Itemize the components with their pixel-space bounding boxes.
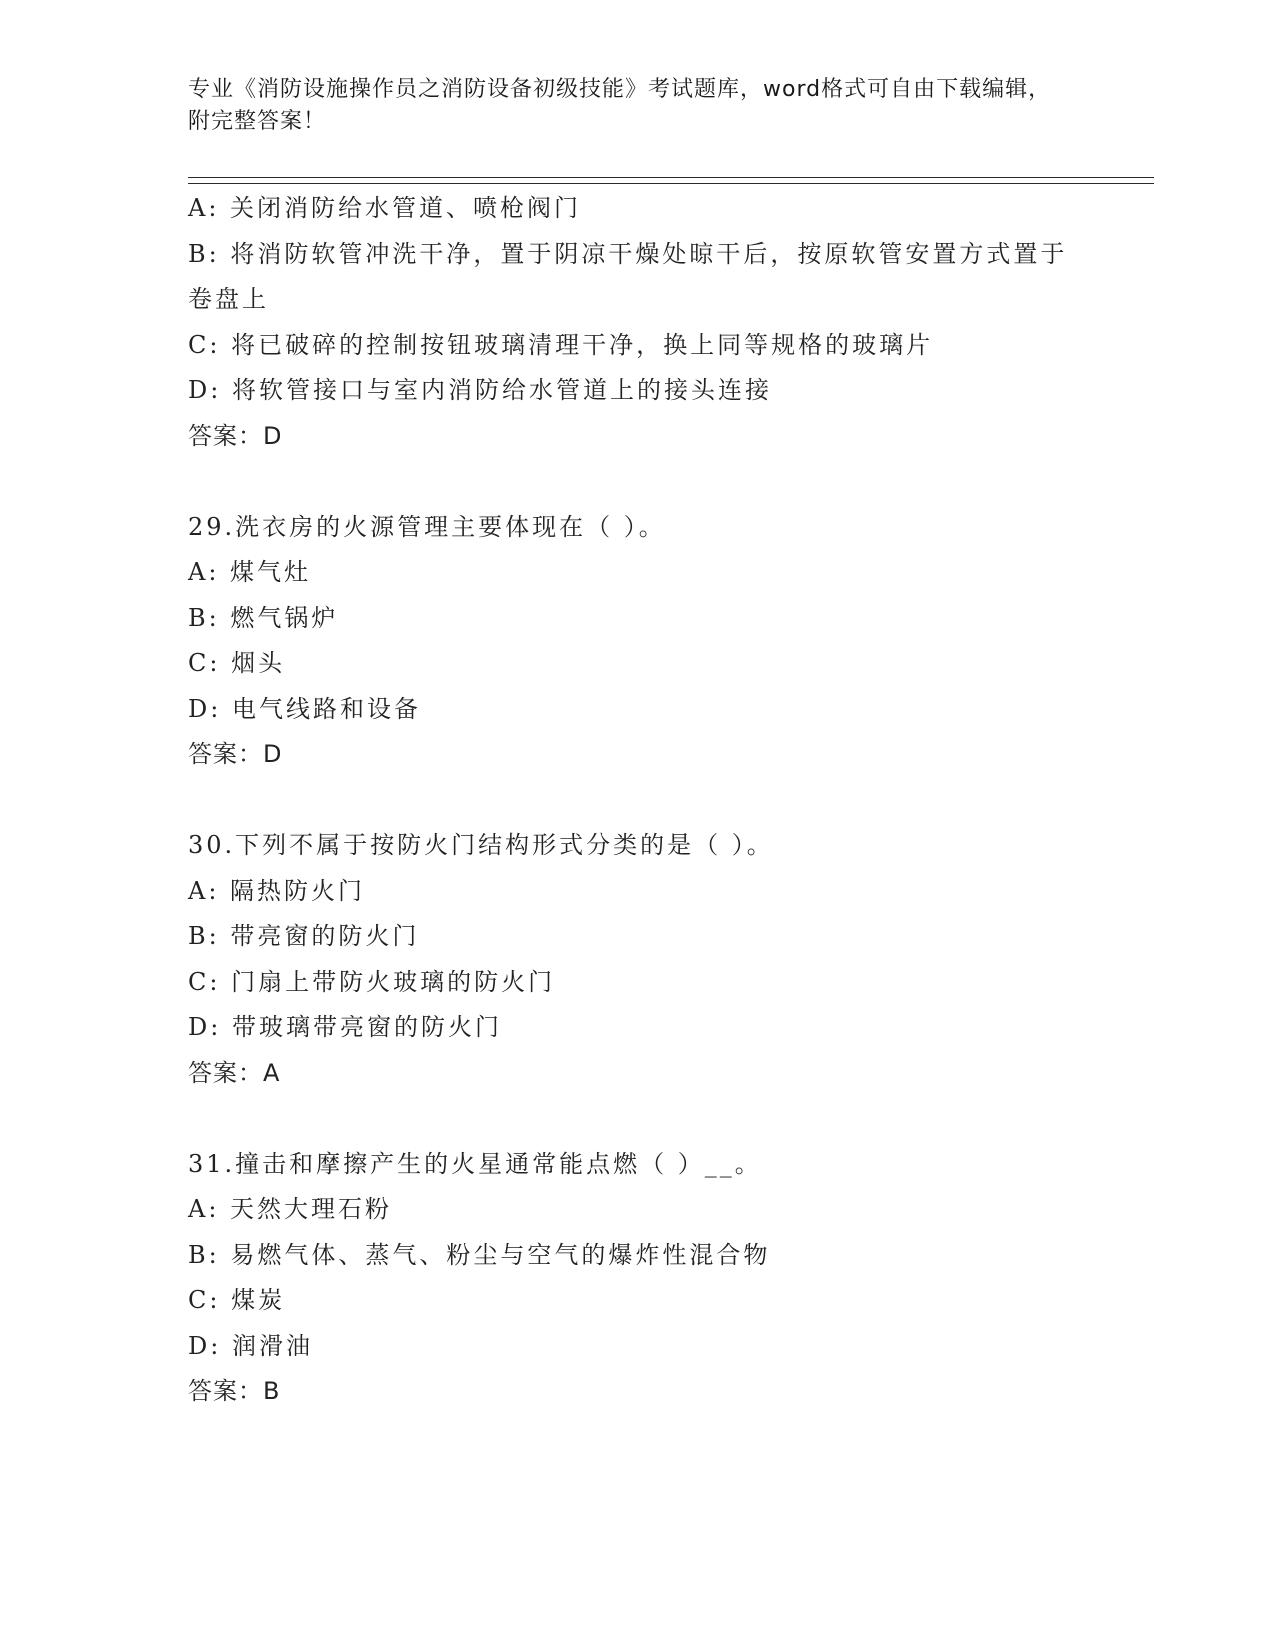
- answer-label: 答案：D: [188, 740, 283, 768]
- question-stem: 29.洗衣房的火源管理主要体现在（ ）。: [188, 512, 666, 541]
- question-spacer: [188, 1096, 1088, 1142]
- question-stem: 30.下列不属于按防火门结构形式分类的是（ ）。: [188, 831, 774, 859]
- option-a: A: 煤气灶: [188, 558, 312, 586]
- question-list: [188, 186, 1088, 1415]
- question-block: [188, 823, 1088, 1096]
- question-block: [188, 1142, 1088, 1415]
- option-d: D: 润滑油: [188, 1331, 313, 1360]
- option-b: B: 易燃气体、蒸气、粉尘与空气的爆炸性混合物: [188, 1240, 771, 1269]
- option-d: D: 将软管接口与室内消防给水管道上的接头连接: [188, 376, 772, 404]
- option-c: C: 门扇上带防火玻璃的防火门: [188, 967, 556, 996]
- option-a: A: 关闭消防给水管道、喷枪阀门: [188, 194, 582, 222]
- option-d: D: 带玻璃带亮窗的防火门: [188, 1013, 502, 1041]
- question-spacer: [188, 459, 1088, 505]
- answer-label: 答案：A: [188, 1058, 281, 1087]
- answer-label: 答案：B: [188, 1377, 281, 1405]
- question-block: [188, 186, 1088, 459]
- option-d: D: 电气线路和设备: [188, 694, 421, 723]
- header-rule-top: [188, 177, 1154, 178]
- option-a: A: 天然大理石粉: [188, 1195, 393, 1223]
- question-block: [188, 505, 1088, 778]
- question-stem: 31.撞击和摩擦产生的火星通常能点燃（ ）__。: [188, 1149, 762, 1178]
- option-a: A: 隔热防火门: [188, 876, 366, 905]
- question-spacer: [188, 778, 1088, 824]
- option-c: C: 烟头: [188, 649, 286, 677]
- option-b: B: 燃气锅炉: [188, 603, 339, 632]
- option-b: B: 带亮窗的防火门: [188, 922, 420, 950]
- option-b: B: 将消防软管冲洗干净，置于阴凉干燥处晾干后，按原软管安置方式置于卷盘上: [188, 239, 1068, 313]
- header-rule-bottom: [188, 183, 1154, 184]
- answer-label: 答案：D: [188, 421, 283, 450]
- option-c: C: 煤炭: [188, 1286, 286, 1314]
- option-c: C: 将已破碎的控制按钮玻璃清理干净，换上同等规格的玻璃片: [188, 330, 934, 359]
- document-header: 专业《消防设施操作员之消防设备初级技能》考试题库，word格式可自由下载编辑，附完整答案！: [188, 77, 1052, 134]
